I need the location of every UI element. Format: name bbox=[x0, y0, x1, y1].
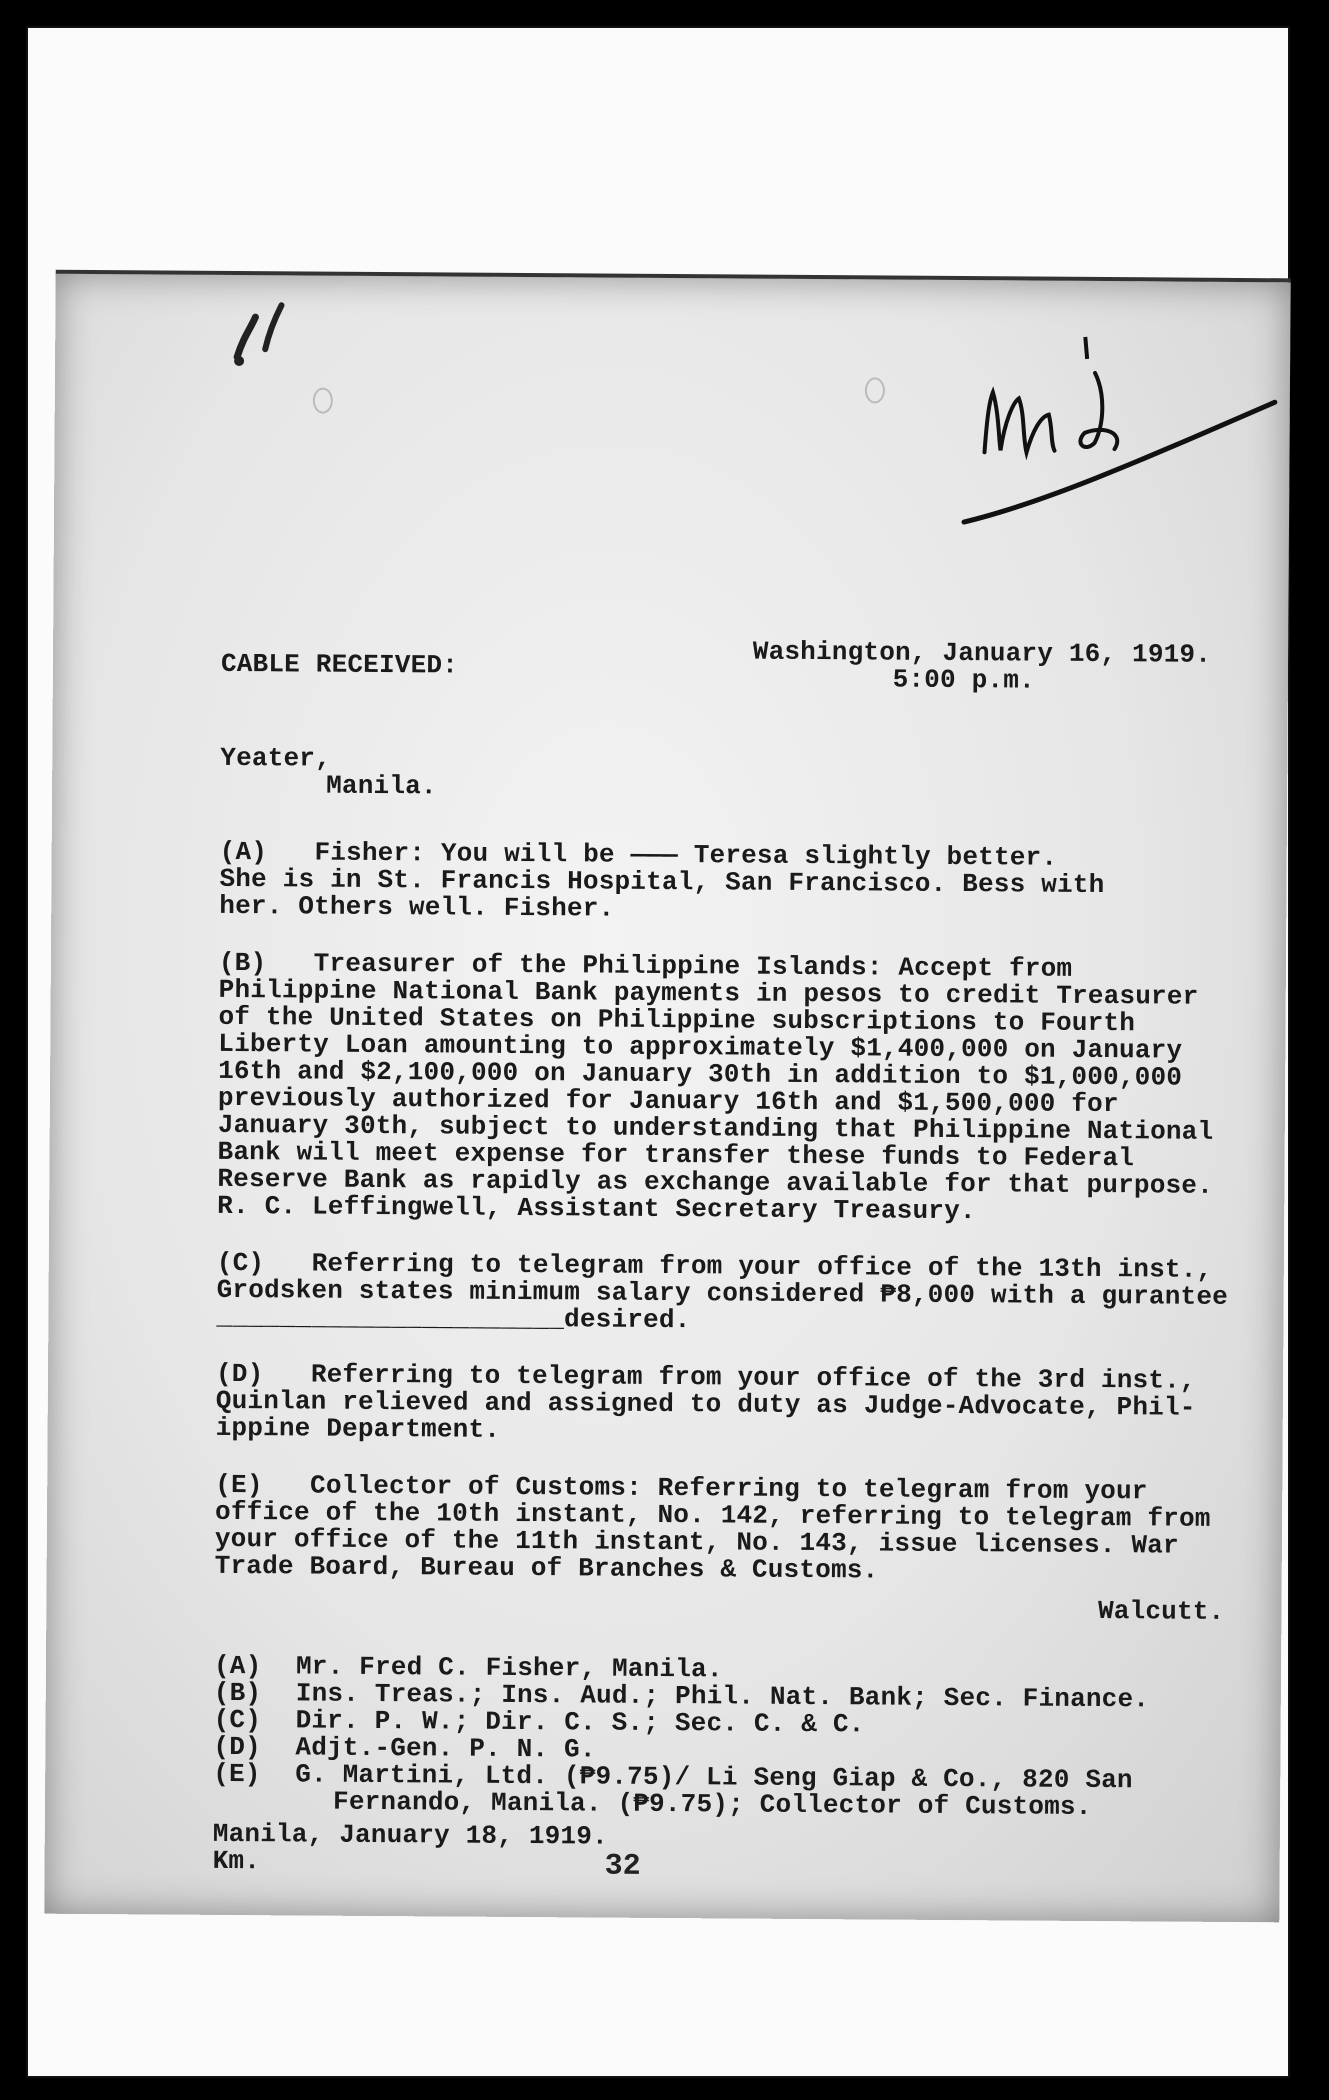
addressee-city: Manila. bbox=[326, 770, 437, 802]
distribution-key: (C) bbox=[213, 1704, 262, 1736]
paragraph-a: (A) Fisher: You will be ——— Teresa slightly better. She is in St. Francis Hospital, San Francisco. Bess with her. Others well. Fisher. bbox=[219, 836, 1105, 924]
dateline bbox=[752, 636, 1212, 696]
paragraph-c: (C) Referring to telegram from your office of the 13th inst., Grodsken states minimum salary considered ₱8,000 with a gurantee ______________________desired. bbox=[216, 1247, 1229, 1336]
distribution-list bbox=[213, 1650, 1264, 1822]
signature: Walcutt. bbox=[1097, 1596, 1225, 1627]
addressee-name: Yeater, bbox=[220, 742, 332, 774]
distribution-text: Dir. P. W.; Dir. C. S.; Sec. C. & C. bbox=[295, 1705, 865, 1740]
cable-date: Washington, January 16, 1919. bbox=[752, 636, 1212, 670]
distribution-key: (A) bbox=[213, 1650, 262, 1682]
footer-initials: Km. bbox=[212, 1845, 261, 1877]
distribution-text: Mr. Fred C. Fisher, Manila. bbox=[295, 1651, 723, 1685]
cable-label: CABLE RECEIVED: bbox=[220, 648, 459, 681]
paragraph-b: (B) Treasurer of the Philippine Islands: Accept from Philippine National Bank payments in pesos to credit Treasurer of the United States on Philippine subscriptions to Fourth Liberty Loan amounting to approximately $1,400,000 on January 16th and $2,100,000 on January 30th in addition to $1,000,000 previously authorized for January 16th and $1,500,000 for January 30th, subject to understanding that Philippine National Bank will meet expense for transfer these funds to Federal Reserve Bank as rapidly as exchange available for that purpose. R. C. Leffingwell, Assistant Secretary Treasury. bbox=[217, 947, 1214, 1227]
distribution-key: (B) bbox=[213, 1677, 262, 1709]
distribution-key: (D) bbox=[213, 1731, 261, 1763]
punch-hole bbox=[865, 377, 885, 403]
cable-document bbox=[44, 270, 1290, 1923]
cable-time: 5:00 p.m. bbox=[892, 664, 1035, 696]
footer bbox=[212, 1818, 1263, 1882]
page-number: 32 bbox=[604, 1849, 641, 1884]
distribution-key: (E) bbox=[213, 1758, 261, 1790]
distribution-continuation: Fernando, Manila. (₱9.75); Collector of Customs. bbox=[332, 1786, 1092, 1822]
ink-scribble-mark bbox=[225, 287, 296, 367]
header-row bbox=[221, 635, 1271, 696]
paragraph-d: (D) Referring to telegram from your office of the 3rd inst., Quinlan relieved and assigned to duty as Judge-Advocate, Phil- ippine Department. bbox=[215, 1358, 1196, 1445]
footer-date: Manila, January 18, 1919. bbox=[212, 1818, 609, 1852]
punch-hole bbox=[313, 388, 333, 414]
distribution-text: G. Martini, Ltd. (₱9.75)/ Li Seng Giap & Co., 820 San bbox=[295, 1759, 1133, 1796]
paragraph-e: (E) Collector of Customs: Referring to telegram from your office of the 10th instant, No. 142, referring to telegram from your office of the 11th instant, No. 143, issue licenses. War Trade Board, Bureau of Branches & Customs. bbox=[214, 1469, 1211, 1586]
distribution-text: Adjt.-Gen. P. N. G. bbox=[295, 1732, 596, 1765]
addressee bbox=[220, 742, 1270, 806]
cable-text bbox=[213, 635, 1272, 1882]
distribution-text: Ins. Treas.; Ins. Aud.; Phil. Nat. Bank; Sec. Finance. bbox=[295, 1678, 1150, 1715]
handwritten-initials bbox=[954, 332, 1285, 534]
